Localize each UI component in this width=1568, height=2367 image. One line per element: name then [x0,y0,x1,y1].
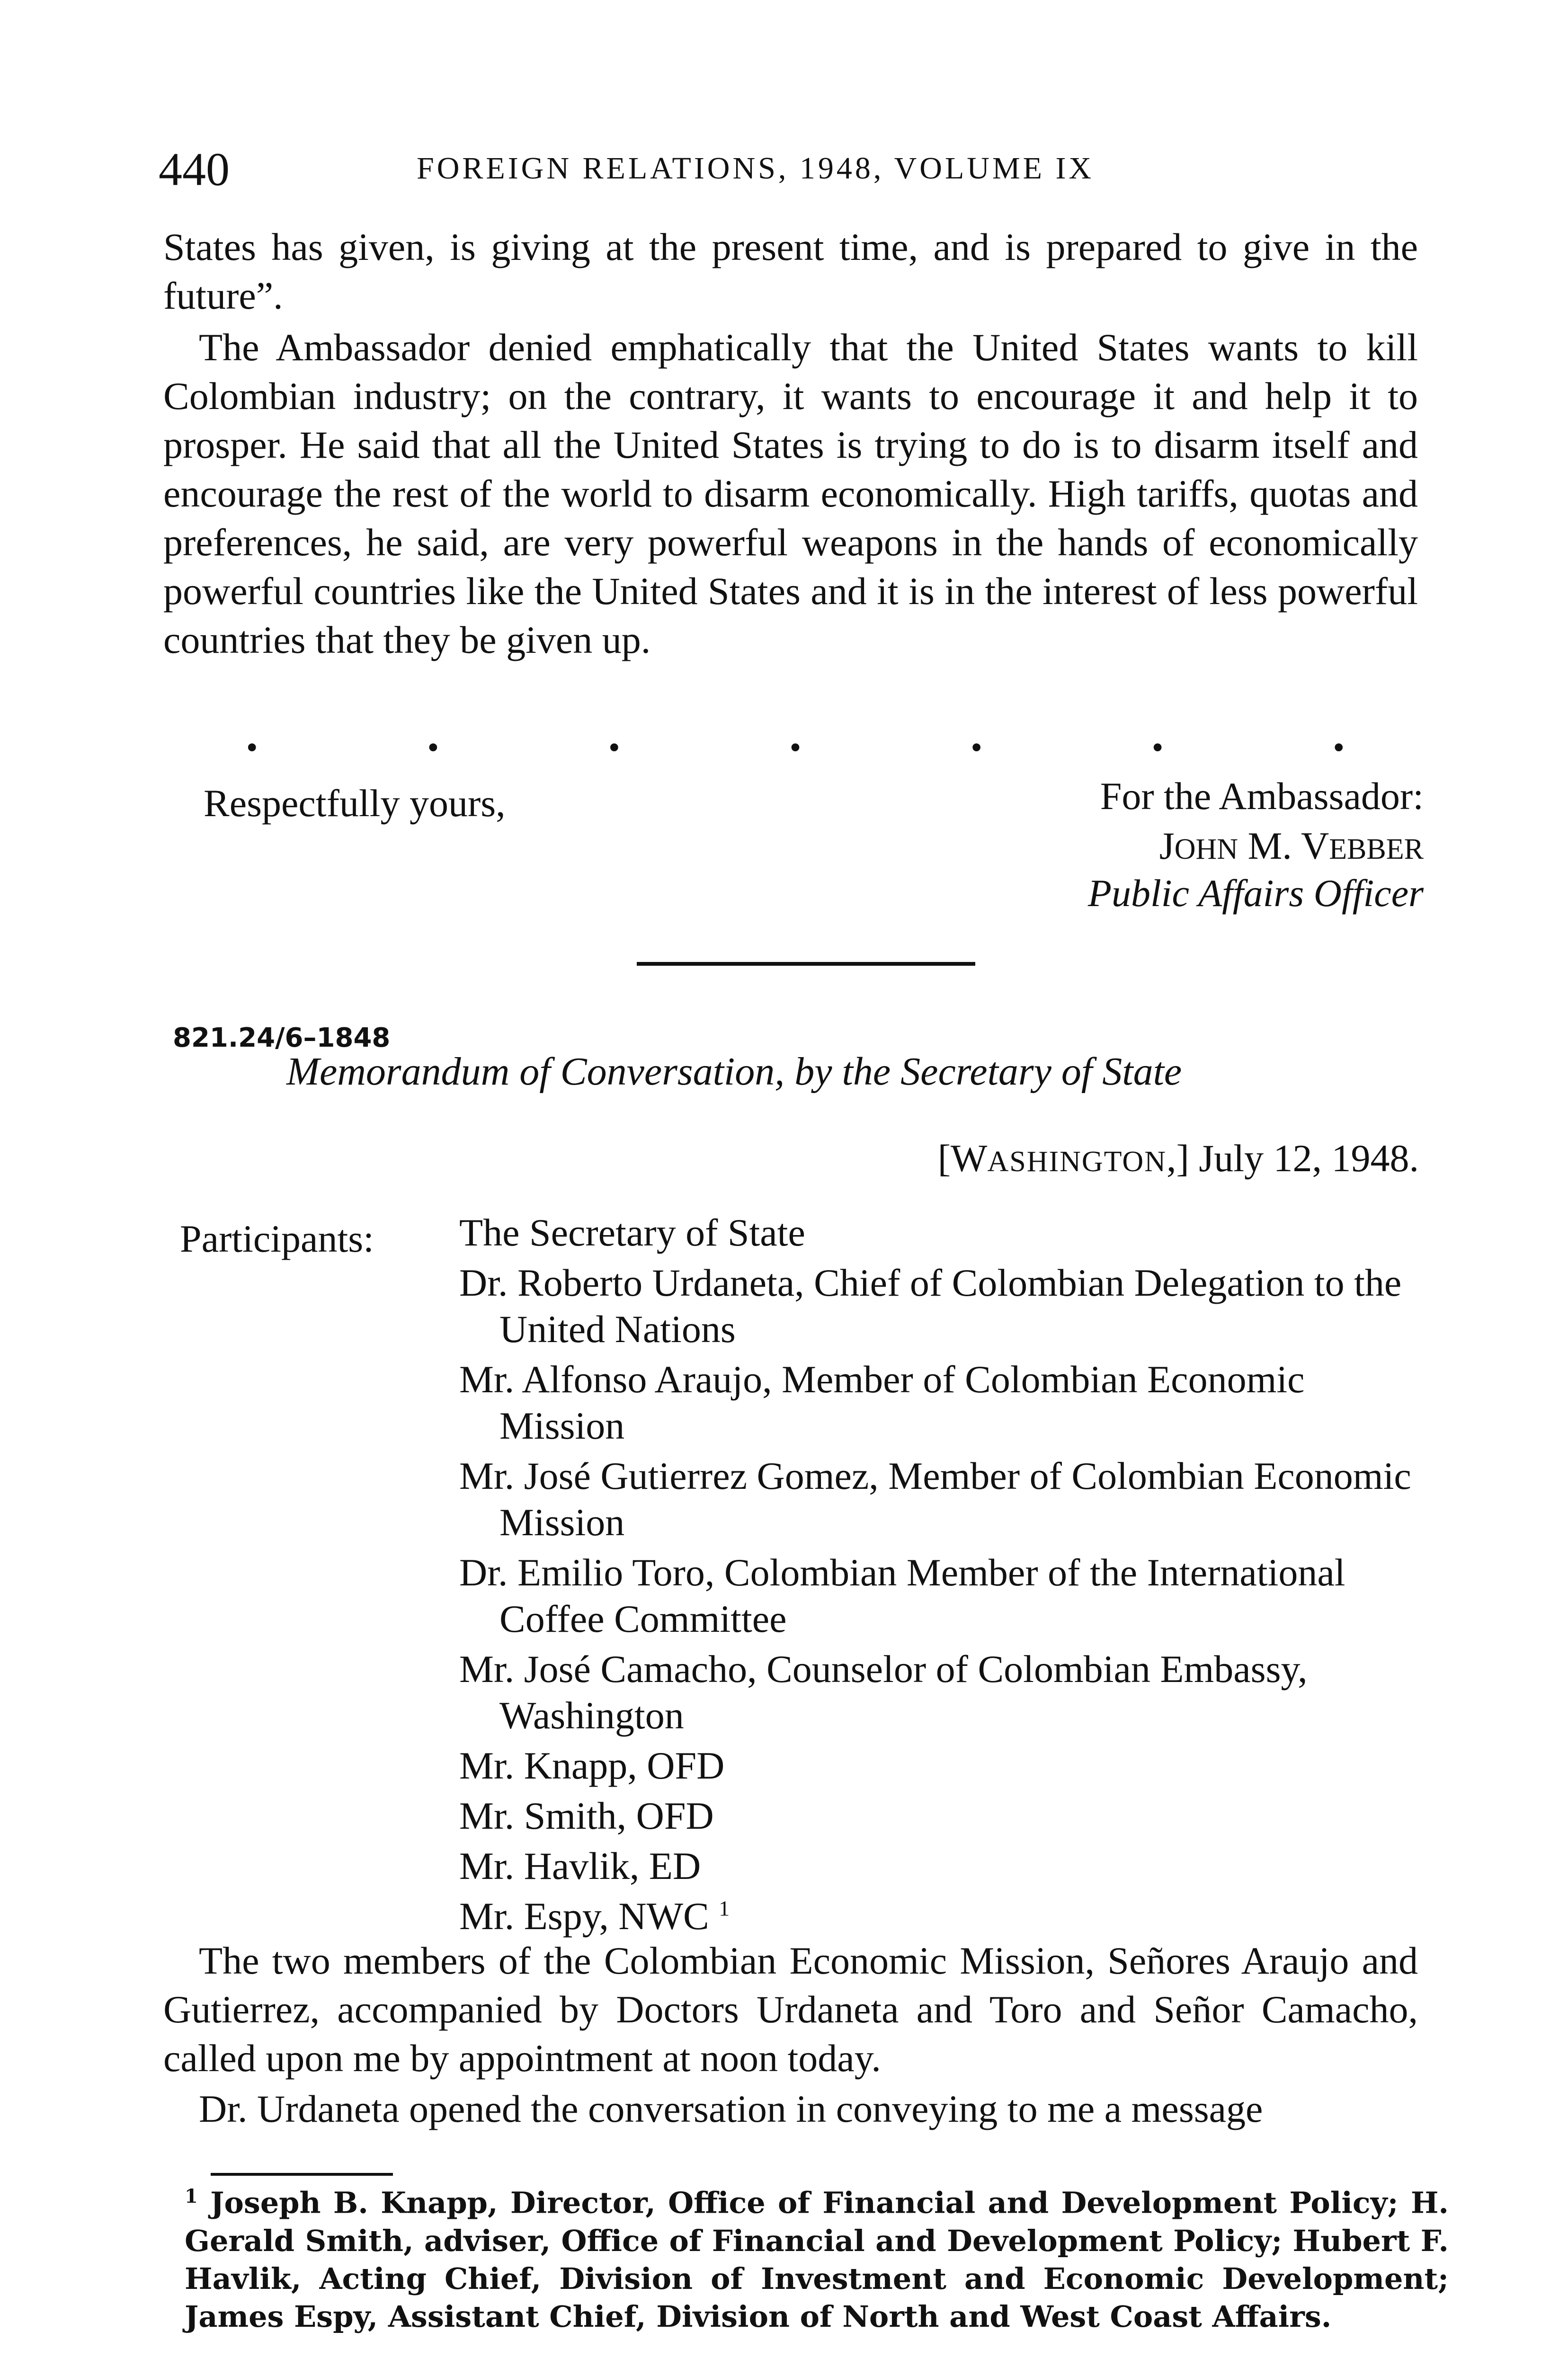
signature-name: JOHN M. VEBBER [1159,824,1424,867]
ellipsis-dot: • [608,730,620,766]
participant-item: Mr. Smith, OFD [459,1794,714,1837]
memo-title: Memorandum of Conversation, by the Secretary of State [286,1050,1182,1094]
letter-paragraph: The Ambassador denied emphatically that the United States wants to kill Colombian industry; on the contrary, it wants to encourage it and help it to prosper. He said that all the United States is trying to do is to disarm itself and encourage the rest of the world to disarm economically. High tariffs, quotas and preferences, he said, are very powerful weapons in the hands of economically powerful countries like the United States and it is in the interest of less powerful countries that they be given up. [163,326,1418,661]
signature-title: Public Affairs Officer [1087,872,1424,915]
page-number: 440 [159,143,230,196]
memo-body [163,1936,1418,2133]
ellipsis-dot: • [427,730,439,766]
footnote-reference: 1 [719,1896,730,1921]
memo-dateline: [WASHINGTON,] July 12, 1948. [937,1137,1419,1180]
letter-body [163,222,1418,664]
participant-item: Dr. Roberto Urdaneta, Chief of Colombian Delegation to the United Nations [459,1261,1402,1351]
file-number: 821.24/6–1848 [173,1023,391,1053]
letter-continuation: States has given, is giving at the present time, and is prepared to give in the future”. [163,225,1418,317]
participant-item: Mr. José Gutierrez Gomez, Member of Colombian Economic Mission [459,1454,1411,1544]
footnote-marker: 1 [185,2185,198,2207]
participant-item: Dr. Emilio Toro, Colombian Member of the International Coffee Committee [459,1551,1345,1640]
memo-paragraph: The two members of the Colombian Economic Mission, Señores Araujo and Gutierrez, accompanied by Doctors Urdaneta and Toro and Señor Camacho, called upon me by appointment at noon today. [163,1939,1418,2080]
memo-paragraph: Dr. Urdaneta opened the conversation in conveying to me a message [199,2087,1263,2130]
participants-label: Participants: [180,1217,374,1260]
ellipsis-dot: • [1333,730,1345,766]
participant-item: Mr. José Camacho, Counselor of Colombian Embassy, Washington [459,1647,1308,1737]
footnote-text: Joseph B. Knapp, Director, Office of Financial and Development Policy; H. Gerald Smith, adviser, Office of Financial and Development Policy; Hubert F. Havlik, Acting Chief, Division of Investment and Economic Development; James Espy, Assistant Chief, Division of North and West Coast Affairs. [185,2185,1449,2334]
ellipsis-row [246,729,1345,767]
letter-closing: Respectfully yours, [204,782,506,825]
section-divider [637,962,975,966]
participants-list [459,1210,1434,1943]
ellipsis-dot: • [971,730,982,766]
ellipsis-dot: • [1151,730,1164,766]
signature-for-line: For the Ambassador: [1100,774,1424,818]
footnote-divider [211,2173,393,2176]
ellipsis-dot: • [246,730,258,766]
participant-item: Mr. Alfonso Araujo, Member of Colombian Economic Mission [459,1358,1305,1447]
participant-item-last: Mr. Espy, NWC $^1$ [459,1895,730,1938]
participant-item: Mr. Knapp, OFD [459,1744,725,1787]
running-head: FOREIGN RELATIONS, 1948, VOLUME IX [417,151,1095,186]
ellipsis-dot: • [789,730,802,766]
footnote [185,2178,1449,2336]
participant-item: Mr. Havlik, ED [459,1844,701,1887]
participant-item: The Secretary of State [459,1211,805,1254]
